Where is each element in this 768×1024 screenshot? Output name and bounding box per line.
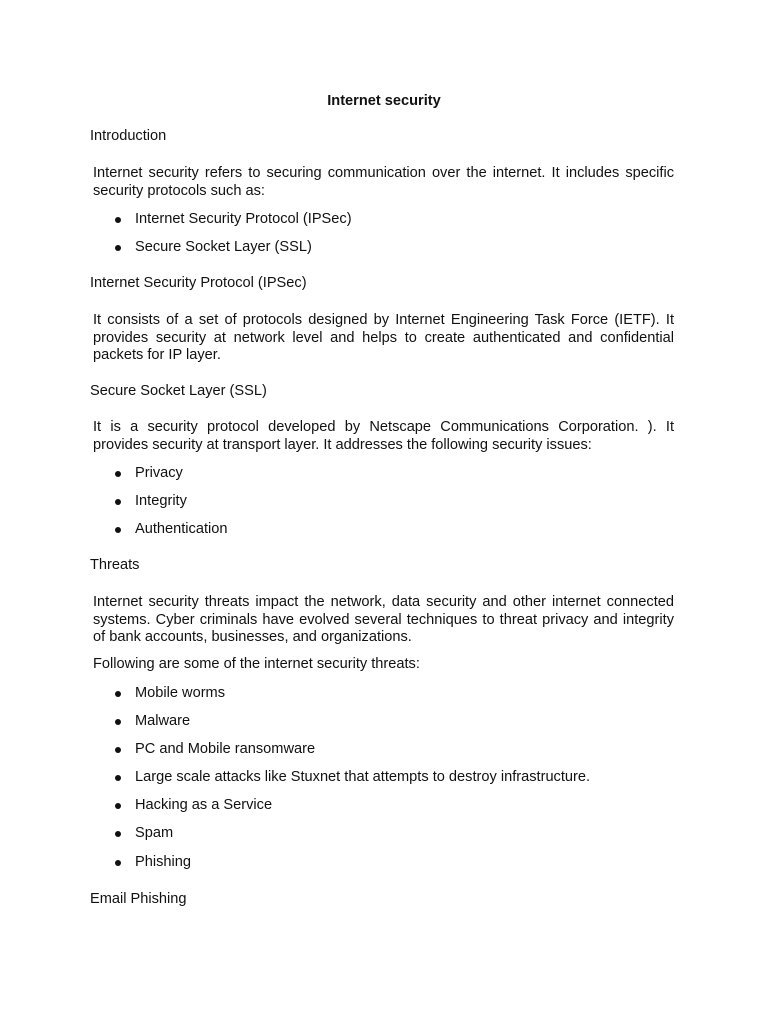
list-item-label: PC and Mobile ransomware [135,741,316,757]
bullet-icon [115,217,121,223]
list-item [0,825,768,843]
section-heading-introduction: Introduction [90,128,167,144]
list-item [0,465,768,483]
list-item [0,211,768,229]
list-item-label: Mobile worms [135,685,226,701]
list-item [0,797,768,815]
ssl-paragraph: It is a security protocol developed by Netscape Communications Corporation. ). It provides security at transport layer. It addresses the following security issues: [93,419,674,453]
list-item [0,521,768,539]
threats-paragraph: Internet security threats impact the network, data security and other internet connected systems. Cyber criminals have evolved several techniques to threat privacy and integrity of bank accounts, businesses, and organizations. [93,594,674,645]
list-item-label: Internet Security Protocol (IPSec) [135,211,352,227]
bullet-icon [115,860,121,866]
list-item-label: Phishing [135,854,191,870]
bullet-icon [115,747,121,753]
list-item [0,493,768,511]
list-item [0,685,768,703]
bullet-icon [115,719,121,725]
section-heading-ssl: Secure Socket Layer (SSL) [90,383,267,399]
document-title: Internet security [327,93,441,109]
list-item-label: Malware [135,713,191,729]
list-item-label: Large scale attacks like Stuxnet that attempts to destroy infrastructure. [135,769,591,785]
section-heading-threats: Threats [90,557,140,573]
list-item [0,239,768,257]
section-heading-email-phishing: Email Phishing [90,891,187,907]
bullet-icon [115,803,121,809]
bullet-icon [115,471,121,477]
list-item-label: Authentication [135,521,228,537]
section-heading-ipsec: Internet Security Protocol (IPSec) [90,275,307,291]
bullet-icon [115,499,121,505]
list-item-label: Spam [135,825,174,841]
list-item [0,854,768,872]
list-item-label: Integrity [135,493,187,509]
bullet-icon [115,831,121,837]
list-item [0,713,768,731]
list-item [0,741,768,759]
bullet-icon [115,691,121,697]
intro-paragraph: Internet security refers to securing communication over the internet. It includes specific security protocols such as: [93,165,674,199]
bullet-icon [115,245,121,251]
list-item-label: Hacking as a Service [135,797,273,813]
ipsec-paragraph: It consists of a set of protocols designed by Internet Engineering Task Force (IETF). It provides security at network level and helps to create authenticated and confidential packets for IP layer. [93,312,674,363]
list-item-label: Privacy [135,465,183,481]
bullet-icon [115,775,121,781]
threats-intro-line: Following are some of the internet security threats: [93,656,420,672]
list-item [0,769,768,787]
list-item-label: Secure Socket Layer (SSL) [135,239,312,255]
bullet-icon [115,527,121,533]
